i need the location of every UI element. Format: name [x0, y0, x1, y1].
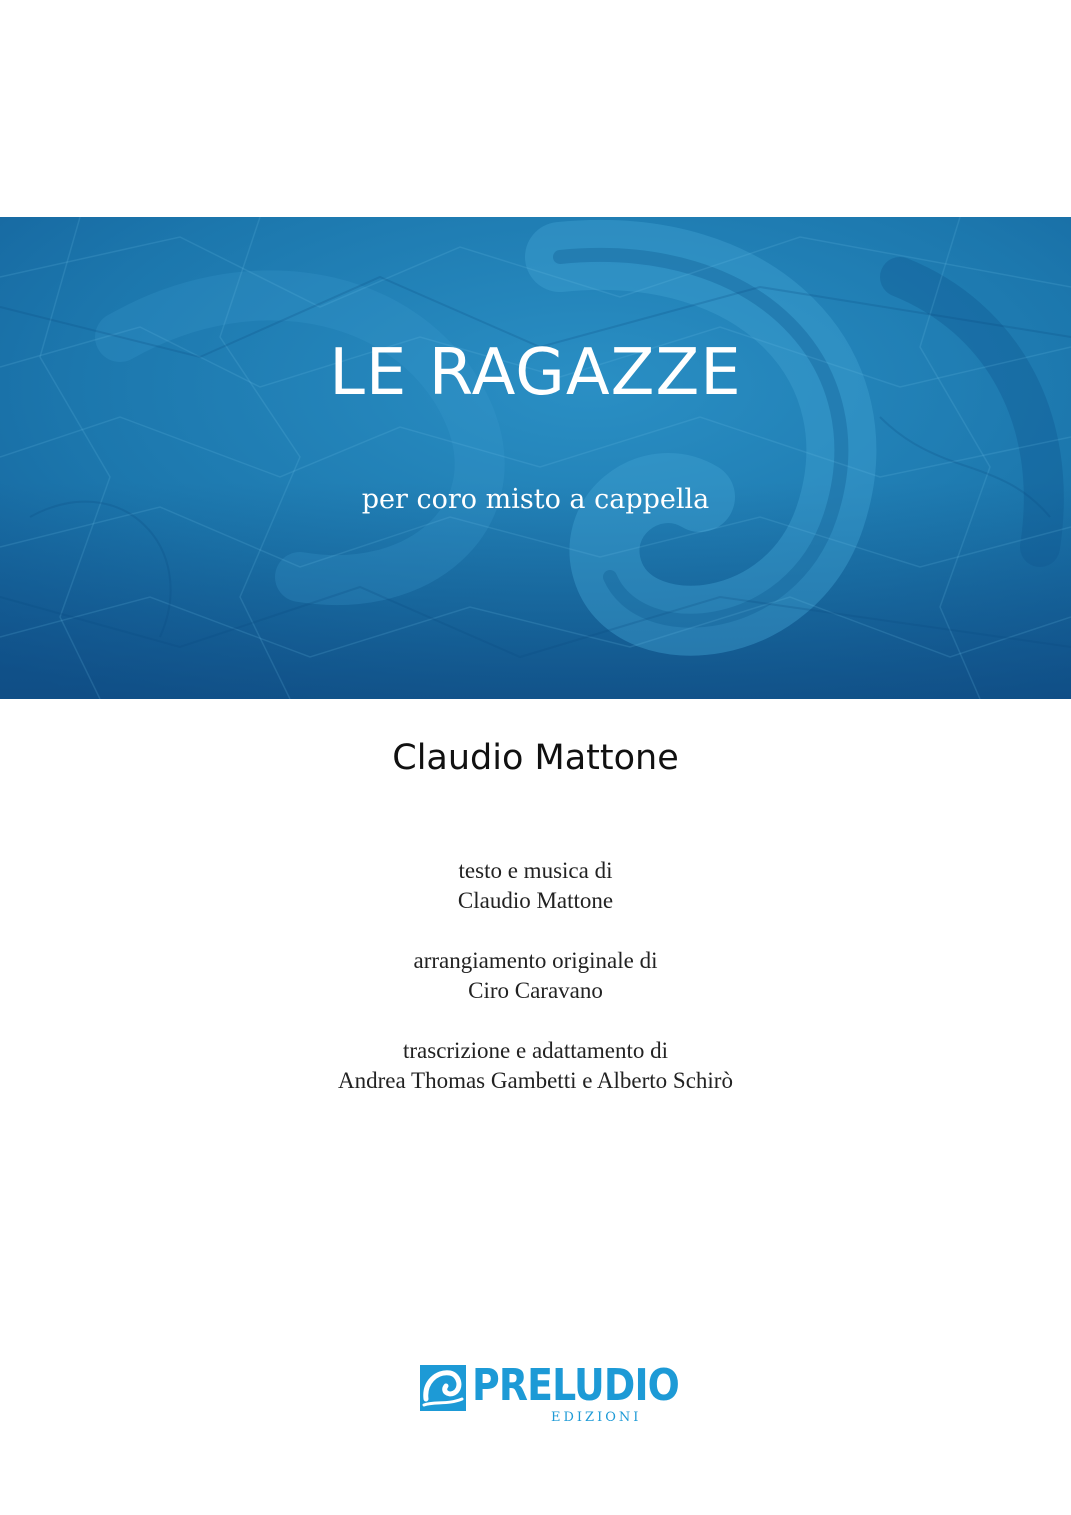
credit-lyrics-music — [0, 856, 1071, 916]
banner-texture — [0, 217, 1071, 699]
score-title: LE RAGAZZE — [329, 336, 742, 410]
credits — [0, 856, 1071, 1126]
publisher-logo — [420, 1360, 679, 1430]
credit-role: testo e musica di — [458, 858, 613, 883]
credit-names: Ciro Caravano — [468, 978, 603, 1003]
credit-transcription — [0, 1036, 1071, 1096]
credit-names: Andrea Thomas Gambetti e Alberto Schirò — [338, 1068, 733, 1093]
composer-name: Claudio Mattone — [392, 738, 679, 778]
cover-banner — [0, 217, 1071, 699]
credit-role: trascrizione e adattamento di — [402, 1038, 669, 1063]
credit-names: Claudio Mattone — [457, 888, 614, 913]
score-subtitle: per coro misto a cappella — [361, 484, 710, 515]
credit-role: arrangiamento originale di — [413, 948, 658, 973]
publisher-name: PRELUDIO — [472, 1360, 679, 1411]
credit-arrangement — [0, 946, 1071, 1006]
spiral-wave-icon — [420, 1365, 466, 1411]
publisher-subname: EDIZIONI — [551, 1410, 642, 1425]
